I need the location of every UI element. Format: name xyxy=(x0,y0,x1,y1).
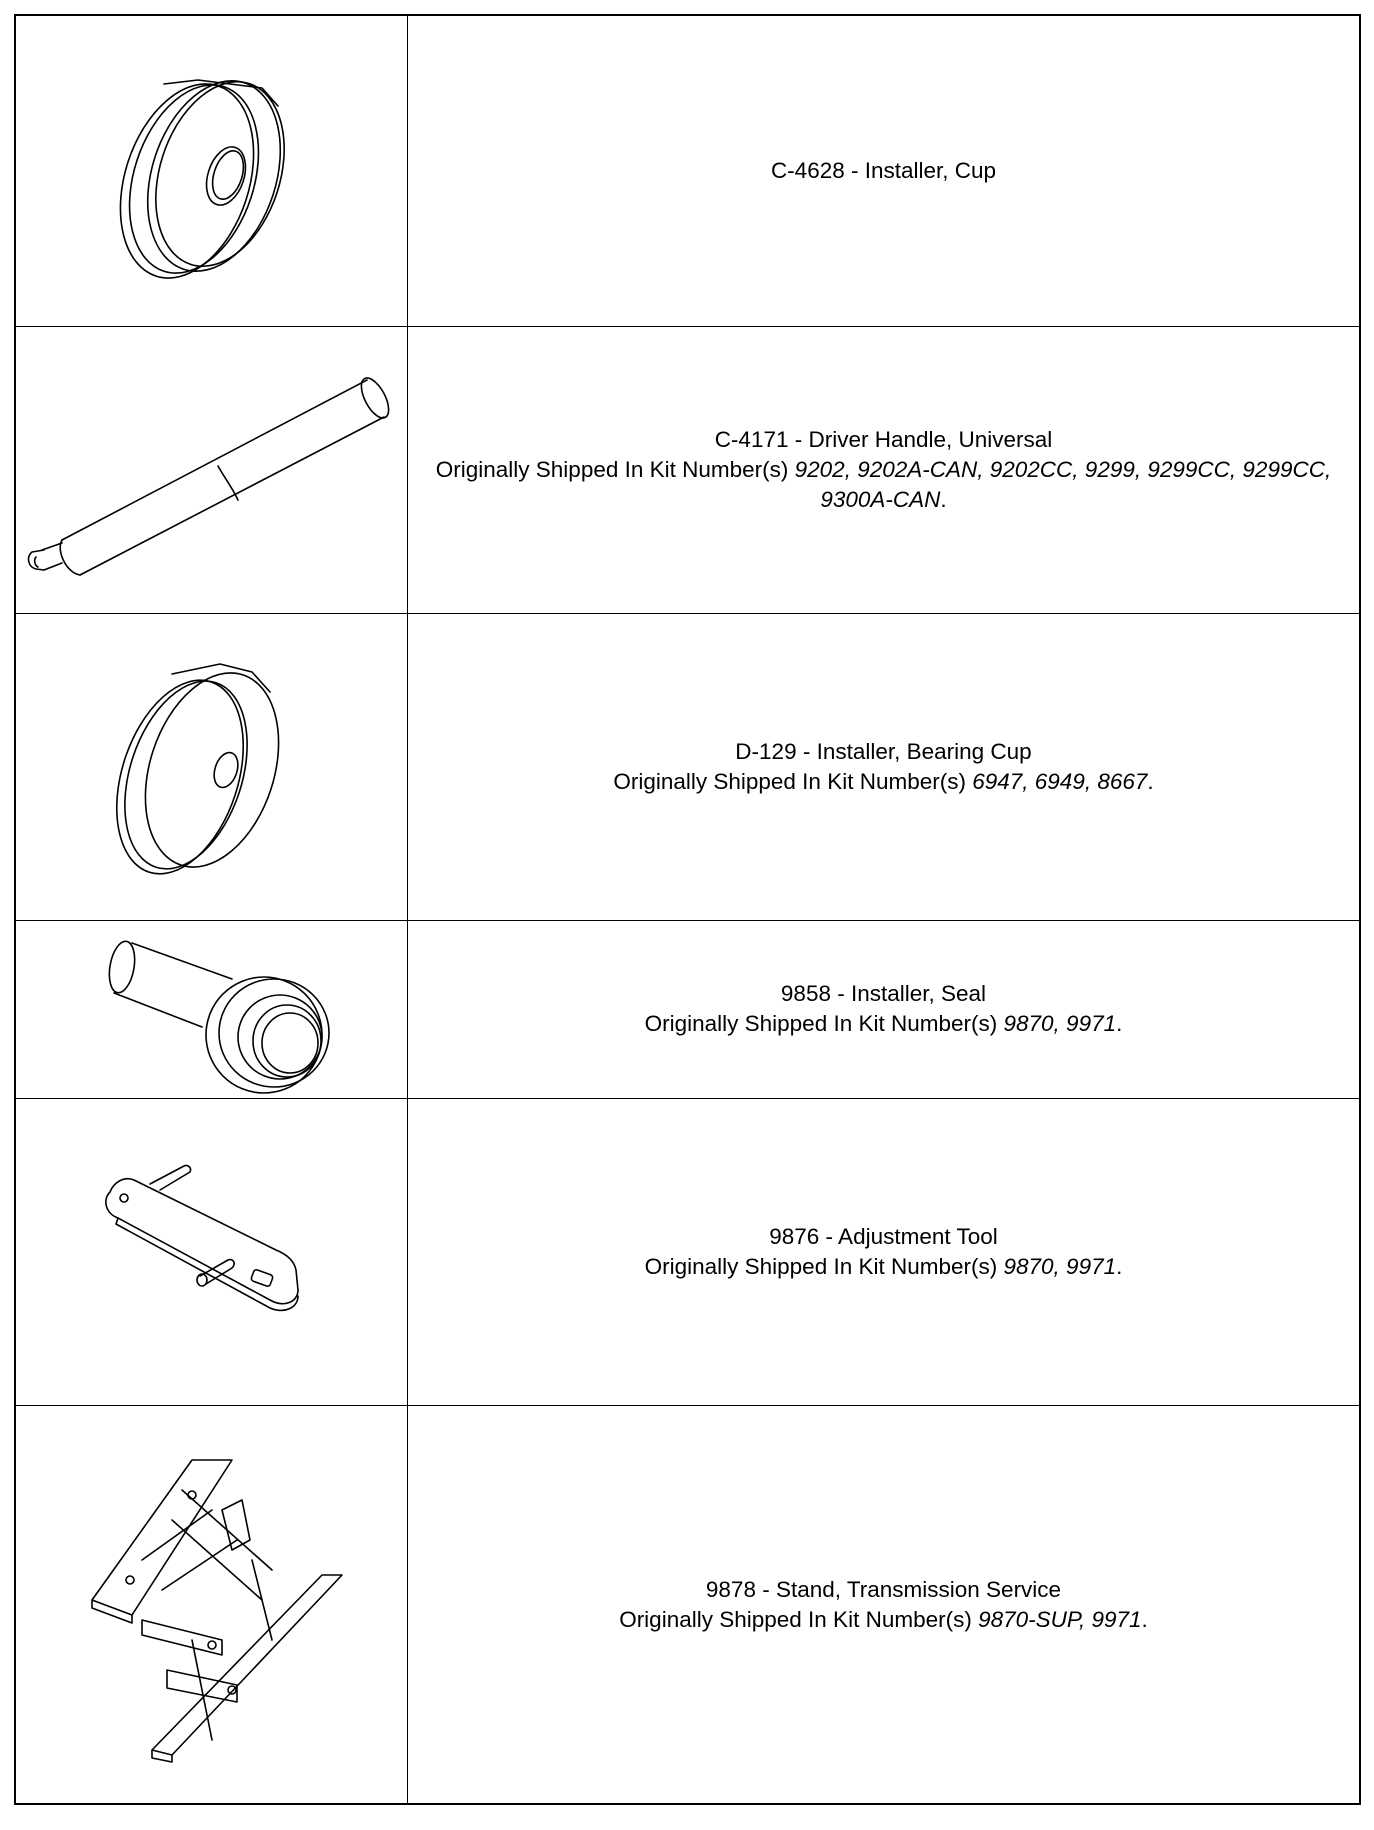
kit-label: Originally Shipped In Kit Number(s) xyxy=(619,1607,979,1633)
tool-image-cell xyxy=(16,613,408,920)
tool-description-cell xyxy=(408,920,1360,1098)
kit-suffix: . xyxy=(1147,768,1154,794)
kit-label: Originally Shipped In Kit Number(s) xyxy=(613,768,973,794)
tool-description-cell xyxy=(408,1098,1360,1405)
transmission-stand-drawing xyxy=(72,1440,352,1770)
bearing-cup-installer-drawing xyxy=(102,642,322,892)
tool-image-cell xyxy=(16,326,408,613)
special-tools-table xyxy=(16,16,1359,1805)
kit-numbers: 6947, 6949, 8667 xyxy=(972,768,1148,794)
tool-title: D-129 - Installer, Bearing Cup xyxy=(735,738,1032,764)
kit-numbers: 9870, 9971 xyxy=(1003,1011,1117,1036)
tool-title: C-4171 - Driver Handle, Universal xyxy=(714,426,1053,452)
table-row xyxy=(16,1098,1359,1405)
kit-suffix: . xyxy=(1116,1011,1123,1036)
tool-kit-info xyxy=(426,1605,1341,1635)
tool-description-cell xyxy=(408,613,1360,920)
table-row xyxy=(16,326,1359,613)
tool-table-page xyxy=(14,14,1361,1805)
tool-title: 9858 - Installer, Seal xyxy=(780,981,987,1006)
cup-installer-drawing xyxy=(102,46,322,296)
kit-numbers: 9870-SUP, 9971 xyxy=(978,1607,1142,1633)
tool-description-cell xyxy=(408,1405,1360,1805)
tool-image-cell xyxy=(16,1405,408,1805)
kit-suffix: . xyxy=(1141,1607,1148,1633)
table-row xyxy=(16,1405,1359,1805)
tool-kit-info xyxy=(426,1252,1341,1282)
tool-kit-info xyxy=(426,767,1341,797)
table-row xyxy=(16,16,1359,326)
kit-label: Originally Shipped In Kit Number(s) xyxy=(644,1253,1004,1279)
tool-description-cell xyxy=(408,16,1360,326)
tool-kit-info xyxy=(426,455,1341,515)
tool-image-cell xyxy=(16,16,408,326)
tool-title: C-4628 - Installer, Cup xyxy=(770,157,997,183)
kit-suffix: . xyxy=(1116,1253,1123,1279)
kit-label: Originally Shipped In Kit Number(s) xyxy=(435,456,795,482)
kit-suffix: . xyxy=(940,486,947,512)
tool-kit-info xyxy=(426,1009,1341,1039)
tool-description-cell xyxy=(408,326,1360,613)
adjustment-tool-drawing xyxy=(92,1152,332,1352)
driver-handle-drawing xyxy=(22,345,402,595)
tool-image-cell xyxy=(16,1098,408,1405)
seal-installer-drawing xyxy=(92,923,332,1095)
kit-numbers: 9202, 9202A-CAN, 9202CC, 9299, 9299CC, 9299CC, 9300A-CAN xyxy=(794,456,1332,512)
tool-title: 9876 - Adjustment Tool xyxy=(769,1223,998,1249)
tool-title: 9878 - Stand, Transmission Service xyxy=(705,1577,1062,1603)
table-row xyxy=(16,613,1359,920)
kit-numbers: 9870, 9971 xyxy=(1003,1253,1117,1279)
table-row xyxy=(16,920,1359,1098)
kit-label: Originally Shipped In Kit Number(s) xyxy=(644,1011,1004,1036)
tool-image-cell xyxy=(16,920,408,1098)
